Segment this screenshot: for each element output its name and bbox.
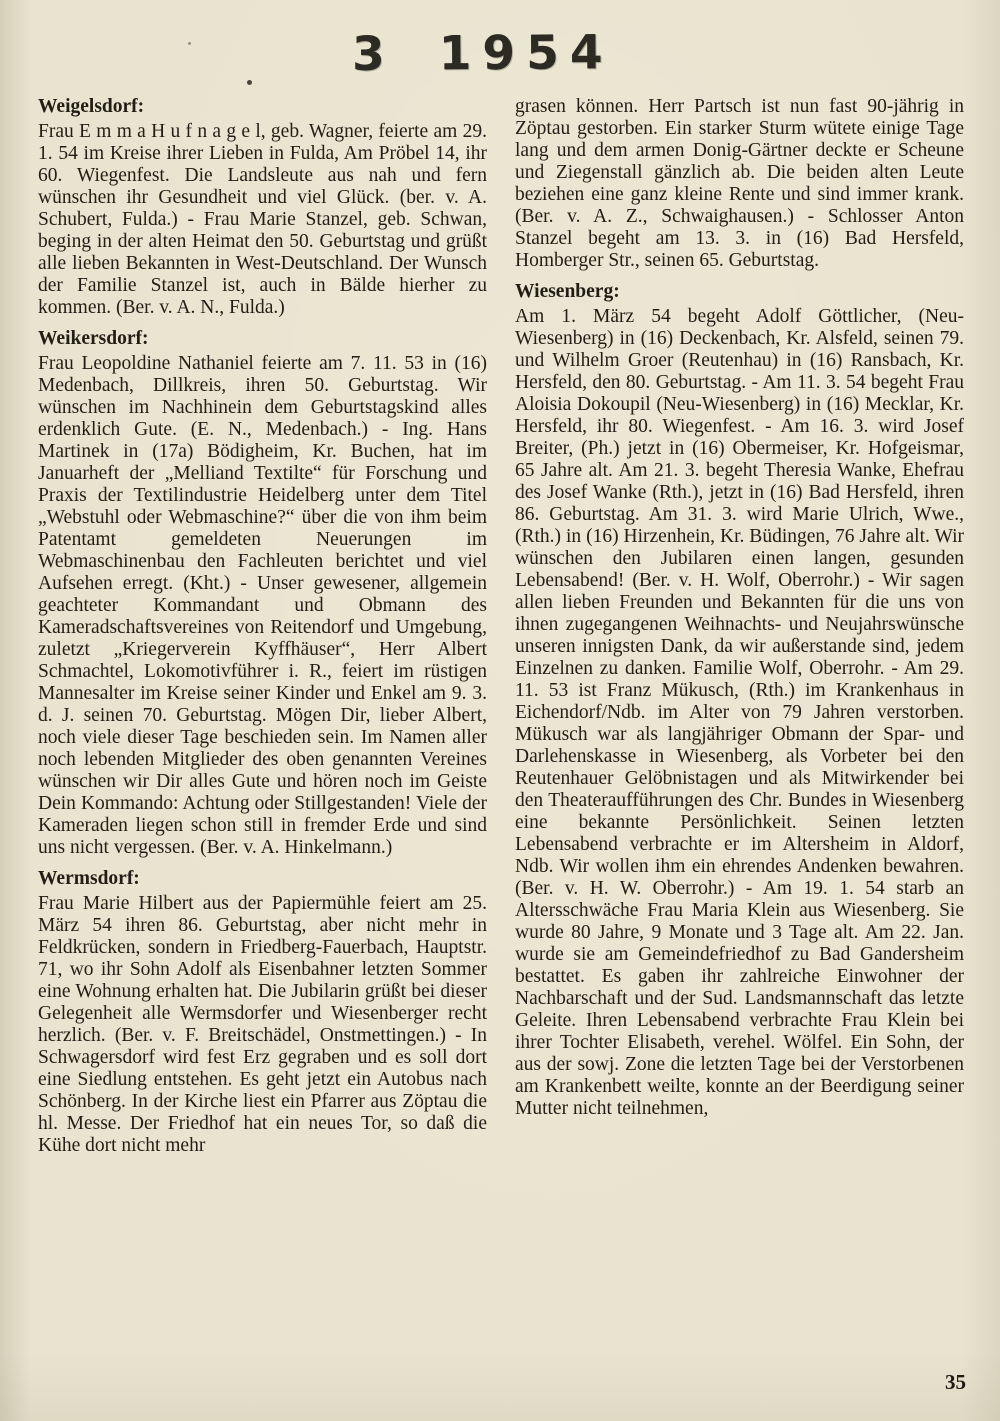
- section-weikersdorf: [38, 328, 487, 859]
- section-heading-wiesenberg: Wiesenberg:: [515, 281, 620, 302]
- page-number: 35: [945, 1370, 966, 1394]
- section-heading-weikersdorf: Weikersdorf:: [38, 328, 149, 349]
- section-heading-weigelsdorf: Weigelsdorf:: [38, 96, 145, 117]
- section-body-wermsdorf: Frau Marie Hilbert aus der Papiermühle feiert am 25. März 54 ihren 86. Geburtstag, aber nicht mehr in Feldkrücken, sondern in Friedberg-Fauerbach, Hauptstr. 71, wo ihr Sohn Adolf als Eisenbahner letzten Sommer eine Wohnung erhalten hat. Die Jubilarin grüßt bei dieser Gelegenheit alle Wermsdorfer und Wiesenberger recht herzlich. (Ber. v. F. Breitschädel, Onstmettingen.) - In Schwagersdorf wird fest Erz gegraben und es soll dort eine Siedlung entstehen. Es geht jetzt ein Autobus nach Schönberg. In der Kirche liest ein Pfarrer aus Zöptau die hl. Messe. Der Friedhof hat ein neues Tor, so daß die Kühe dort nicht mehr: [38, 893, 487, 1156]
- right-column: [515, 96, 964, 1161]
- section-body-wiesenberg: Am 1. März 54 begeht Adolf Göttlicher, (Neu-Wiesenberg) in (16) Deckenbach, Kr. Alsfeld, seinen 79. und Wilhelm Groer (Reutenhau) in (16) Ransbach, Kr. Hersfeld, den 80. Geburtstag. - Am 11. 3. 54 begeht Frau Aloisia Dokoupil (Neu-Wiesenberg) in (16) Mecklar, Kr. Hersfeld, ihr 80. Wiegenfest. - Am 16. 3. wird Josef Breiter, (Ph.) jetzt in (16) Obermeiser, Kr. Hofgeismar, 65 Jahre alt. Am 21. 3. begeht Theresia Wanke, Ehefrau des Josef Wanke (Rth.), jetzt in (16) Bad Hersfeld, ihren 86. Geburtstag. Am 31. 3. wird Marie Ulrich, Wwe., (Rth.) in (16) Hirzenhein, Kr. Büdingen, 76 Jahre alt. Wir wünschen den Jubilaren einen langen, gesunden Lebensabend! (Ber. v. H. Wolf, Oberrohr.) - Wir sagen allen lieben Freunden und Bekannten für die uns von ihnen zugegangenen Weihnachts- und Neujahrswünsche unseren innigsten Dank, da wir außerstande sind, jedem Einzelnen zu danken. Familie Wolf, Oberrohr. - Am 29. 11. 53 ist Franz Mükusch, (Rth.) im Krankenhaus in Eichendorf/Ndb. im Alter von 79 Jahren verstorben. Mükusch war als langjähriger Obmann der Spar- und Darlehenskasse in Wiesenberg, als Vorbeter bei den Reutenhauer Gelöbnistagen und als Mitwirkender bei den Theateraufführungen des Chr. Bundes in Wiesenberg eine bekannte Persönlichkeit. Seinen letzten Lebensabend verbrachte er im Altersheim in Aldorf, Ndb. Wir wollen ihm ein ehrendes Andenken bewahren. (Ber. v. H. W. Oberrohr.) - Am 19. 1. 54 starb an Altersschwäche Frau Maria Klein aus Wiesenberg. Sie wurde 80 Jahre, 9 Monate und 3 Tage alt. Am 22. Jan. wurde sie am Gemeindefriedhof zu Bad Gandersheim bestattet. Es gaben ihr zahlreiche Einwohner der Nachbarschaft und der Sud. Landsmannschaft das letzte Geleite. Ihren Lebensabend verbrachte Frau Klein bei ihrer Tochter Elisabeth, verehel. Wölfel. Ein Sohn, der aus der sowj. Zone die letzten Tage bei der Verstorbenen am Krankenbett weilte, konnte an der Beerdigung seiner Mutter nicht teilnehmen,: [515, 306, 964, 1119]
- text-columns: [0, 96, 1000, 1161]
- section-body-weikersdorf: Frau Leopoldine Nathaniel feierte am 7. 11. 53 in (16) Medenbach, Dillkreis, ihren 50. Geburtstag. Wir wünschen im Nachhinein dem Geburtstagskind alles erdenklich Gute. (E. N., Medenbach.) - Ing. Hans Martinek in (17a) Bödigheim, Kr. Buchen, hat im Januarheft der „Melliand Textilte“ für Forschung und Praxis der Textilindustrie Heidelberg unter dem Titel „Webstuhl oder Webmaschine?“ über die von ihm beim Patentamt gemeldeten Neuerungen im Webmaschinenbau den Fachleuten berichtet und viel Aufsehen erregt. (Kht.) - Unser gewesener, allgemein geachteter Kommandant und Obmann des Kameradschaftsvereines von Reitendorf und Umgebung, zuletzt „Kriegerverein Kyffhäuser“, Herr Albert Schmachtel, Lokomotivführer i. R., feiert im rüstigen Mannesalter im Kreise seiner Kinder und Enkel am 9. 3. d. J. seinen 70. Geburtstag. Mögen Dir, lieber Albert, noch viele dieser Tage beschieden sein. Im Namen aller noch lebenden Mitglieder des oben genannten Vereines wünschen wir Dir alles Gute und hören noch im Geiste Dein Kommando: Achtung oder Stillgestanden! Viele der Kameraden liegen schon still in fremder Erde und sind uns nicht vergessen. (Ber. v. A. Hinkelmann.): [38, 353, 487, 858]
- issue-number: 3: [351, 26, 387, 83]
- left-column: [38, 96, 487, 1161]
- issue-year: 1954: [438, 25, 614, 82]
- section-wiesenberg: [515, 281, 964, 1120]
- section-body-weigelsdorf: Frau E m m a H u f n a g e l, geb. Wagner, feierte am 29. 1. 54 im Kreise ihrer Lieben in Fulda, Am Pröbel 14, ihr 60. Wiegenfest. Die Landsleute aus nah und fern wünschen ihr Gesundheit und viel Glück. (ber. v. A. Schubert, Fulda.) - Frau Marie Stanzel, geb. Schwan, beging in der alten Heimat den 50. Geburtstag und grüßt alle lieben Bekannten in West-Deutschland. Der Wunsch der Familie Stanzel ist, auch in Bälde hierher zu kommen. (Ber. v. A. N., Fulda.): [38, 121, 487, 318]
- section-weigelsdorf: [38, 96, 487, 319]
- section-wermsdorf: [38, 868, 487, 1157]
- masthead: [0, 0, 1000, 99]
- section-body-wermsdorf-continued: grasen können. Herr Partsch ist nun fast 90-jährig in Zöptau gestorben. Ein starker Sturm wütete einige Tage lang und dem armen Donig-Gärtner deckte er Scheune und Ziegenstall gänzlich ab. Die beiden alten Leute beziehen eine ganz kleine Rente und sind immer krank. (Ber. v. A. Z., Schwaighausen.) - Schlosser Anton Stanzel begeht am 13. 3. in (16) Bad Hersfeld, Homberger Str., seinen 65. Geburtstag.: [515, 96, 964, 271]
- section-wermsdorf-continued: [515, 96, 964, 272]
- section-heading-wermsdorf: Wermsdorf:: [38, 868, 140, 889]
